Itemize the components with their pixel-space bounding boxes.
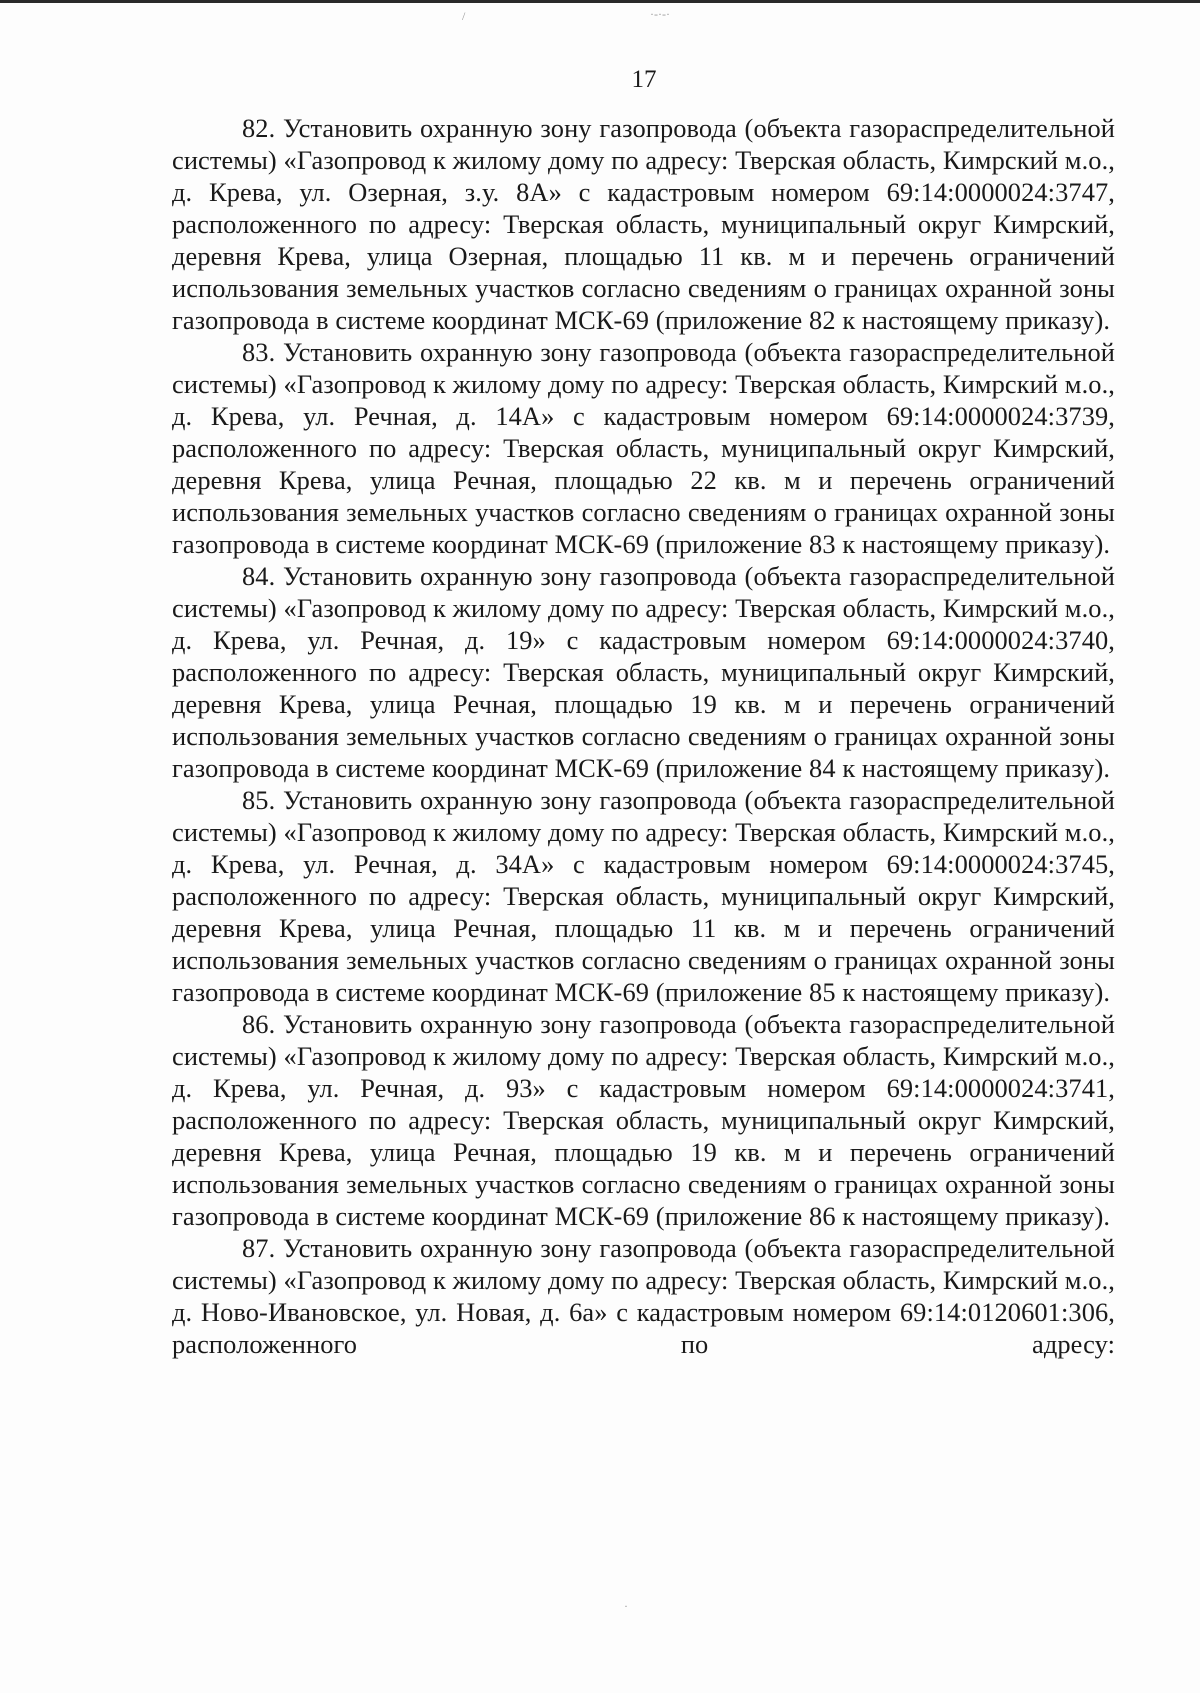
paragraph-84: 84. Установить охранную зону газопровода (объекта газораспределительной системы) «Газопровод к жилому дому по адресу: Тверская область, Кимрский м.о., д. Крева, ул. Речная, д. 19» с кадастровым номером 69:14:0000024:3740, расположенного по адресу: Тверская область, муниципальный округ Кимрский, деревня Крева, улица Речная, площадью 19 кв. м и перечень ограничений использования земельных участков согласно сведениям о границах охранной зоны газопровода в системе координат МСК-69 (приложение 84 к настоящему приказу).	[172, 561, 1115, 783]
scan-speck: /	[462, 9, 466, 23]
paragraph-87: 87. Установить охранную зону газопровода (объекта газораспределительной системы) «Газопровод к жилому дому по адресу: Тверская область, Кимрский м.о., д. Ново-Ивановское, ул. Новая, д. 6а» с кадастровым номером 69:14:0120601:306, расположенного по адресу:	[172, 1233, 1115, 1359]
scan-speck: ·	[624, 1599, 628, 1613]
paragraph-83: 83. Установить охранную зону газопровода (объекта газораспределительной системы) «Газопровод к жилому дому по адресу: Тверская область, Кимрский м.о., д. Крева, ул. Речная, д. 14А» с кадастровым номером 69:14:0000024:3739, расположенного по адресу: Тверская область, муниципальный округ Кимрский, деревня Крева, улица Речная, площадью 22 кв. м и перечень ограничений использования земельных участков согласно сведениям о границах охранной зоны газопровода в системе координат МСК-69 (приложение 83 к настоящему приказу).	[172, 337, 1115, 559]
document-body	[172, 112, 1115, 1360]
scan-edge-line	[0, 0, 1200, 3]
page-number: 17	[631, 66, 657, 93]
scan-speck: ·-·-·	[650, 7, 670, 21]
paragraph-86: 86. Установить охранную зону газопровода (объекта газораспределительной системы) «Газопровод к жилому дому по адресу: Тверская область, Кимрский м.о., д. Крева, ул. Речная, д. 93» с кадастровым номером 69:14:0000024:3741, расположенного по адресу: Тверская область, муниципальный округ Кимрский, деревня Крева, улица Речная, площадью 19 кв. м и перечень ограничений использования земельных участков согласно сведениям о границах охранной зоны газопровода в системе координат МСК-69 (приложение 86 к настоящему приказу).	[172, 1009, 1115, 1231]
paragraph-85: 85. Установить охранную зону газопровода (объекта газораспределительной системы) «Газопровод к жилому дому по адресу: Тверская область, Кимрский м.о., д. Крева, ул. Речная, д. 34А» с кадастровым номером 69:14:0000024:3745, расположенного по адресу: Тверская область, муниципальный округ Кимрский, деревня Крева, улица Речная, площадью 11 кв. м и перечень ограничений использования земельных участков согласно сведениям о границах охранной зоны газопровода в системе координат МСК-69 (приложение 85 к настоящему приказу).	[172, 785, 1115, 1007]
paragraph-82: 82. Установить охранную зону газопровода (объекта газораспределительной системы) «Газопровод к жилому дому по адресу: Тверская область, Кимрский м.о., д. Крева, ул. Озерная, з.у. 8А» с кадастровым номером 69:14:0000024:3747, расположенного по адресу: Тверская область, муниципальный округ Кимрский, деревня Крева, улица Озерная, площадью 11 кв. м и перечень ограничений использования земельных участков согласно сведениям о границах охранной зоны газопровода в системе координат МСК-69 (приложение 82 к настоящему приказу).	[172, 113, 1115, 335]
